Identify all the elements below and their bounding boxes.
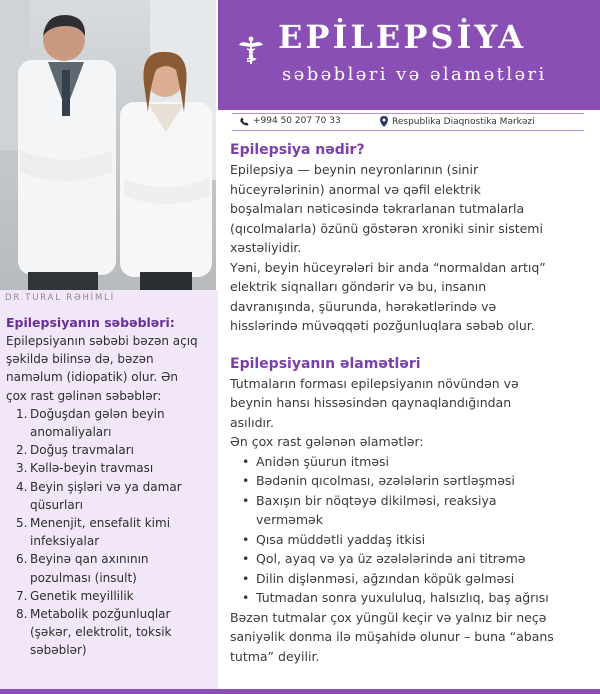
symptoms-intro xyxy=(230,374,598,433)
text-line: (qıcolmalarla) özünü göstərən xroniki sinir sistemi xyxy=(230,220,543,236)
symptoms-list-intro: Ən çox rast gələnən əlamətlər: xyxy=(230,434,424,449)
text-line: Epilepsiya — beynin neyronlarının (sinir xyxy=(230,162,479,177)
definition-paragraph-1 xyxy=(230,160,598,258)
list-item: 2. Doğuş travmaları xyxy=(16,443,134,458)
text-line: asılıdır. xyxy=(230,414,274,430)
text-line: Yəni, beyin hüceyrələri bir anda “normaldan artıq” xyxy=(230,259,546,275)
contact-phone[interactable] xyxy=(240,116,341,126)
list-item: • Bədənin qıcolması, əzələlərin sərtləşməsi xyxy=(242,471,598,491)
doctors-illustration xyxy=(0,0,218,290)
text-line: hüceyrələrinin) anormal və qəfil elektrik xyxy=(230,181,481,197)
text-line: elektrik siqnalları göndərir və bu, insanın xyxy=(230,279,487,294)
location-pin-icon xyxy=(380,116,388,127)
list-item: 7. Genetik meyillilik xyxy=(16,588,134,603)
list-item: 5. Menenjit, ensefalit kimi infeksiyalar xyxy=(16,516,171,549)
text-line: boşalmaları nəticəsində təkrarlanan tutmalarla xyxy=(230,201,525,216)
text-line: davranışında, şüurunda, hərəkətlərində və xyxy=(230,298,497,314)
doctors-photo xyxy=(0,0,218,290)
right-column xyxy=(230,140,598,666)
definition-paragraph-2 xyxy=(230,258,598,336)
causes-body xyxy=(6,314,216,660)
list-item: • Tutmadan sonra yuxululuq, halsızlıq, baş ağrısı xyxy=(242,588,598,608)
list-item: • Dilin dişlənməsi, ağzından köpük gəlməsi xyxy=(242,569,598,589)
contact-strip xyxy=(232,113,584,131)
text-line: hisslərində müvəqqəti pozğunluqlara səbəb olur. xyxy=(230,318,535,333)
text-line: Tutmaların forması epilepsiyanın növündən və xyxy=(230,375,519,391)
caduceus-icon xyxy=(238,36,264,66)
phone-icon xyxy=(240,117,249,126)
symptoms-closing xyxy=(230,608,598,667)
contact-divider xyxy=(232,113,584,114)
bottom-accent-bar xyxy=(0,689,600,694)
text-line: şəkildə bilinsə də, bəzən xyxy=(6,352,154,367)
list-item: • Qol, ayaq və ya üz əzələlərində ani titrəmə xyxy=(242,549,598,569)
text-line: beynin hansı hissəsindən qaynaqlandığından xyxy=(230,395,512,410)
list-item: • Anidən şüurun itməsi xyxy=(242,452,598,472)
list-item: 4. Beyin şişləri və ya damar qüsurları xyxy=(16,479,182,512)
text-line: Epilepsiyanın səbəbi bəzən açıq xyxy=(6,334,198,348)
definition-heading: Epilepsiya nədir? xyxy=(230,142,365,158)
text-line: çox rast gəlinən səbəblər: xyxy=(6,388,162,403)
list-item: 1. Doğuşdan gələn beyin anomaliyaları xyxy=(16,406,165,440)
phone-number: +994 50 207 70 33 xyxy=(253,116,341,126)
page-subtitle: səbəbləri və əlamətləri xyxy=(282,64,547,85)
contact-location[interactable] xyxy=(380,116,535,127)
causes-list xyxy=(16,405,216,660)
text-line: saniyəlik donma ilə müşahidə olunur – buna “abans xyxy=(230,629,554,644)
list-item: 6. Beyinə qan axınının pozulması (insult) xyxy=(16,552,149,585)
page-title: EPİLEPSİYA xyxy=(278,18,527,56)
list-item: 8. Metabolik pozğunluqlar (şəkər, elektrolit, toksik səbəblər) xyxy=(16,607,172,658)
text-line: tutma” deyilir. xyxy=(230,648,320,664)
symptoms-heading: Epilepsiyanın əlamətləri xyxy=(230,355,421,372)
text-line: naməlum (idiopatik) olur. Ən xyxy=(6,370,179,385)
location-name: Respublika Diaqnostika Mərkəzi xyxy=(392,116,535,127)
causes-heading: Epilepsiyanın səbəbləri: xyxy=(6,315,175,330)
photo-credit: DR.TURAL RƏHİMLİ xyxy=(5,293,115,303)
header-band xyxy=(218,0,600,110)
list-item: • Qısa müddətli yaddaş itkisi xyxy=(242,530,598,550)
text-line: Bəzən tutmalar çox yüngül keçir və yalnız bir neçə xyxy=(230,609,547,625)
list-item: • Baxışın bir nöqtəyə dikilməsi, reaksiya verməmək xyxy=(242,491,598,530)
text-line: xəstəliyidir. xyxy=(230,240,302,255)
symptoms-list xyxy=(242,452,598,608)
causes-intro xyxy=(6,332,216,405)
list-item: 3. Kəllə-beyin travması xyxy=(16,461,154,476)
causes-panel xyxy=(0,290,218,694)
